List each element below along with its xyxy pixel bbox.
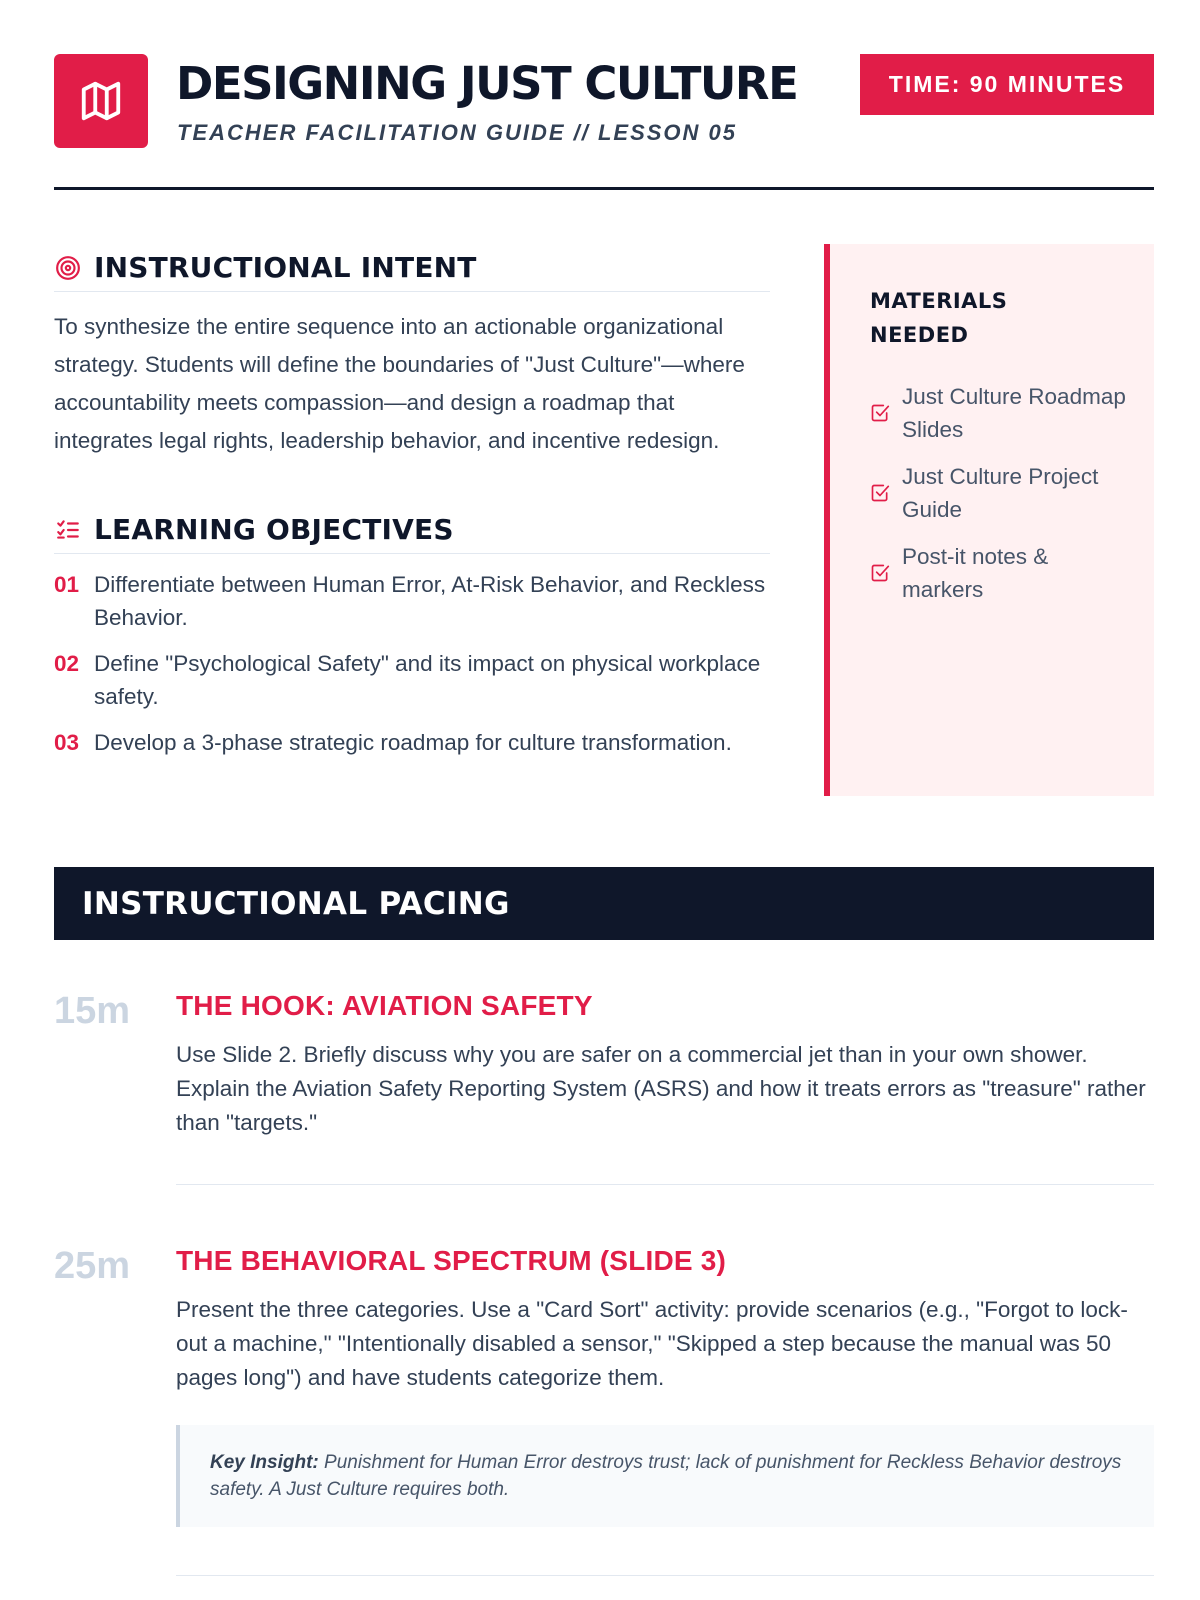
step-duration: 25m — [54, 1245, 131, 1287]
list-item — [54, 568, 770, 634]
step-description: Use Slide 2. Briefly discuss why you are safer on a commercial jet than in your own shower. Explain the Aviation Safety Reporting System (ASRS) and how it treats errors as "treasure" rather than "targets." — [176, 1042, 1146, 1135]
objective-number: 01 — [54, 572, 80, 597]
pacing-heading: INSTRUCTIONAL PACING — [82, 885, 510, 922]
intro-section — [54, 244, 1154, 796]
target-icon — [54, 254, 82, 282]
step-title: THE BEHAVIORAL SPECTRUM (SLIDE 3) — [176, 1245, 727, 1276]
intent-text: To synthesize the entire sequence into an actionable organizational strategy. Students will define the boundaries of "Just Culture"—where accountability meets compassion—and design a roadmap that integrates legal rights, leadership behavior, and incentive redesign. — [54, 314, 745, 453]
materials-heading: MATERIALS NEEDED — [870, 289, 1008, 347]
objectives-heading — [54, 506, 770, 554]
objective-text: Define "Psychological Safety" and its impact on physical workplace safety. — [94, 651, 761, 709]
step-duration: 15m — [54, 990, 131, 1032]
materials-list — [870, 380, 1134, 606]
logo — [54, 54, 148, 148]
list-item — [54, 726, 770, 759]
checkbox-icon — [870, 483, 890, 503]
step-body — [176, 1243, 1154, 1527]
page-subtitle: TEACHER FACILITATION GUIDE // LESSON 05 — [177, 120, 738, 145]
material-label: Just Culture Project Guide — [902, 464, 1099, 522]
objective-text: Differentiate between Human Error, At-Risk Behavior, and Reckless Behavior. — [94, 572, 766, 630]
step-divider — [176, 1575, 1154, 1576]
materials-panel — [824, 244, 1154, 796]
objective-number: 02 — [54, 651, 80, 676]
objective-number: 03 — [54, 730, 80, 755]
lesson-page — [54, 54, 1154, 1500]
page-header — [54, 54, 1154, 190]
step-title: THE HOOK: AVIATION SAFETY — [176, 990, 593, 1021]
step-body — [176, 988, 1154, 1140]
checkbox-icon — [870, 403, 890, 423]
insight-text: Punishment for Human Error destroys trust; lack of punishment for Reckless Behavior destroys safety. A Just Culture requires both. — [210, 1452, 1122, 1500]
list-item — [870, 540, 1134, 606]
material-label: Post-it notes & markers — [902, 544, 1049, 602]
map-icon — [78, 78, 124, 124]
page-title: DESIGNING JUST CULTURE — [176, 57, 798, 110]
checklist-icon — [54, 516, 82, 544]
key-insight-callout — [176, 1425, 1154, 1527]
objective-text: Develop a 3-phase strategic roadmap for culture transformation. — [94, 730, 732, 755]
objectives-heading-text: LEARNING OBJECTIVES — [94, 513, 454, 546]
intent-heading — [54, 244, 770, 292]
list-item — [870, 380, 1134, 446]
step-divider — [176, 1184, 1154, 1185]
insight-label: Key Insight: — [210, 1452, 319, 1473]
list-item — [54, 647, 770, 713]
pacing-heading-bar — [54, 867, 1154, 940]
intent-heading-text: INSTRUCTIONAL INTENT — [94, 251, 477, 284]
intro-left-column — [54, 244, 770, 772]
step-description: Present the three categories. Use a "Card Sort" activity: provide scenarios (e.g., "Forgot to lock-out a machine," "Intentionally disabled a sensor," "Skipped a step because the manual was 50 pages long") and have students categorize them. — [176, 1297, 1128, 1390]
list-item — [870, 460, 1134, 526]
time-badge: TIME: 90 MINUTES — [860, 54, 1154, 115]
material-label: Just Culture Roadmap Slides — [902, 384, 1126, 442]
checkbox-icon — [870, 563, 890, 583]
objectives-list — [54, 568, 770, 759]
